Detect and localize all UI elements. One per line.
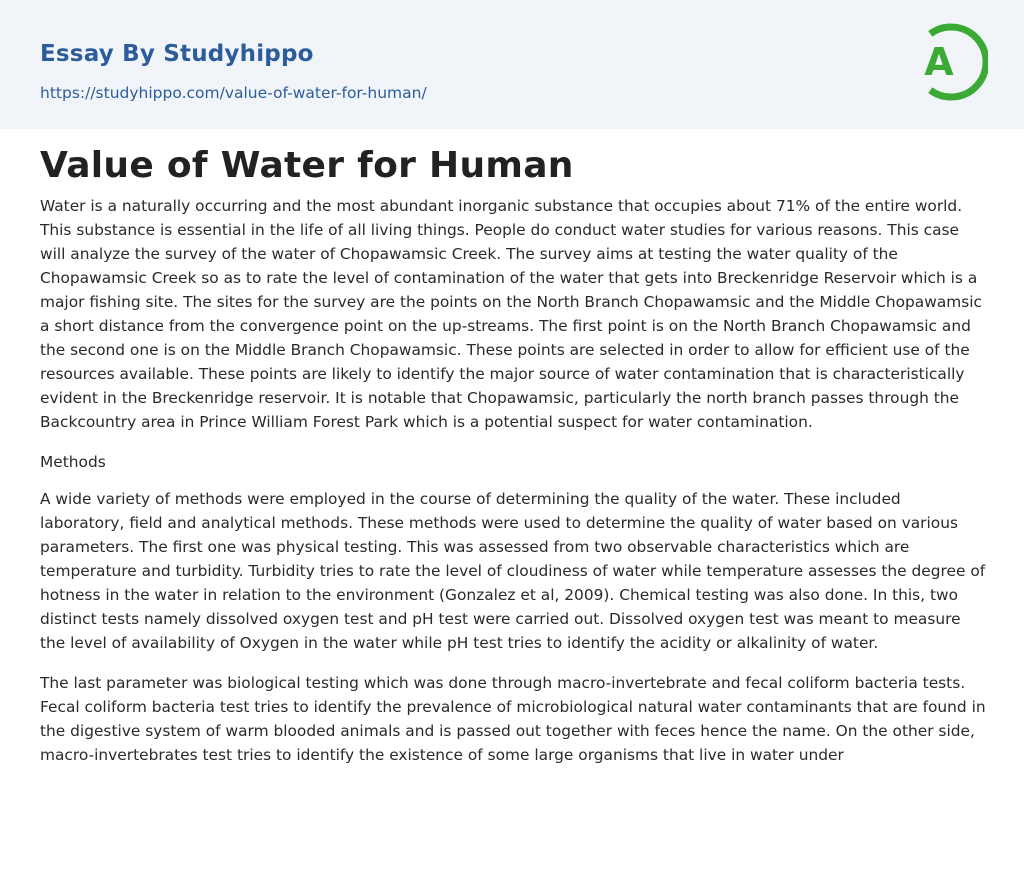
site-header xyxy=(0,0,1024,129)
essay-body xyxy=(40,194,988,767)
paragraph-introduction: Water is a naturally occurring and the most abundant inorganic substance that occupies about 71% of the entire world. This substance is essential in the life of all living things. People do conduct water studies for various reasons. This case will analyze the survey of the water of Chopawamsic Creek. The survey aims at testing the water quality of the Chopawamsic Creek so as to rate the level of contamination of the water that gets into Breckenridge Reservoir which is a major fishing site. The sites for the survey are the points on the North Branch Chopawamsic and the Middle Chopawamsic a short distance from the convergence point on the up-streams. The first point is on the North Branch Chopawamsic and the second one is on the Middle Branch Chopawamsic. These points are selected in order to allow for efficient use of the resources available. These points are likely to identify the major source of water contamination that is characteristically evident in the Breckenridge reservoir. It is notable that Chopawamsic, particularly the north branch passes through the Backcountry area in Prince William Forest Park which is a potential suspect for water contamination. xyxy=(40,197,982,431)
section-heading-methods: Methods xyxy=(40,453,106,471)
page-title: Value of Water for Human xyxy=(40,145,574,186)
essay-url-link[interactable]: https://studyhippo.com/value-of-water-for-human/ xyxy=(40,84,427,102)
paragraph-biological-testing: The last parameter was biological testing which was done through macro-invertebrate and fecal coliform bacteria tests. Fecal coliform bacteria test tries to identify the prevalence of microbiological natural water contaminants that are found in the digestive system of warm blooded animals and is passed out together with feces hence the name. On the other side, macro-invertebrates test tries to identify the existence of some large organisms that live in water under xyxy=(40,674,986,764)
logo-letter: A xyxy=(924,40,954,84)
studyhippo-logo-icon[interactable] xyxy=(910,17,988,107)
paragraph-methods: A wide variety of methods were employed in the course of determining the quality of the water. These included laboratory, field and analytical methods. These methods were used to determine the quality of water based on various parameters. The first one was physical testing. This was assessed from two observable characteristics which are temperature and turbidity. Turbidity tries to rate the level of cloudiness of water while temperature assesses the degree of hotness in the water in relation to the environment (Gonzalez et al, 2009). Chemical testing was also done. In this, two distinct tests namely dissolved oxygen test and pH test were carried out. Dissolved oxygen test was meant to measure the level of availability of Oxygen in the water while pH test tries to identify the acidity or alkalinity of water. xyxy=(40,490,986,652)
brand-title: Essay By Studyhippo xyxy=(40,41,314,67)
